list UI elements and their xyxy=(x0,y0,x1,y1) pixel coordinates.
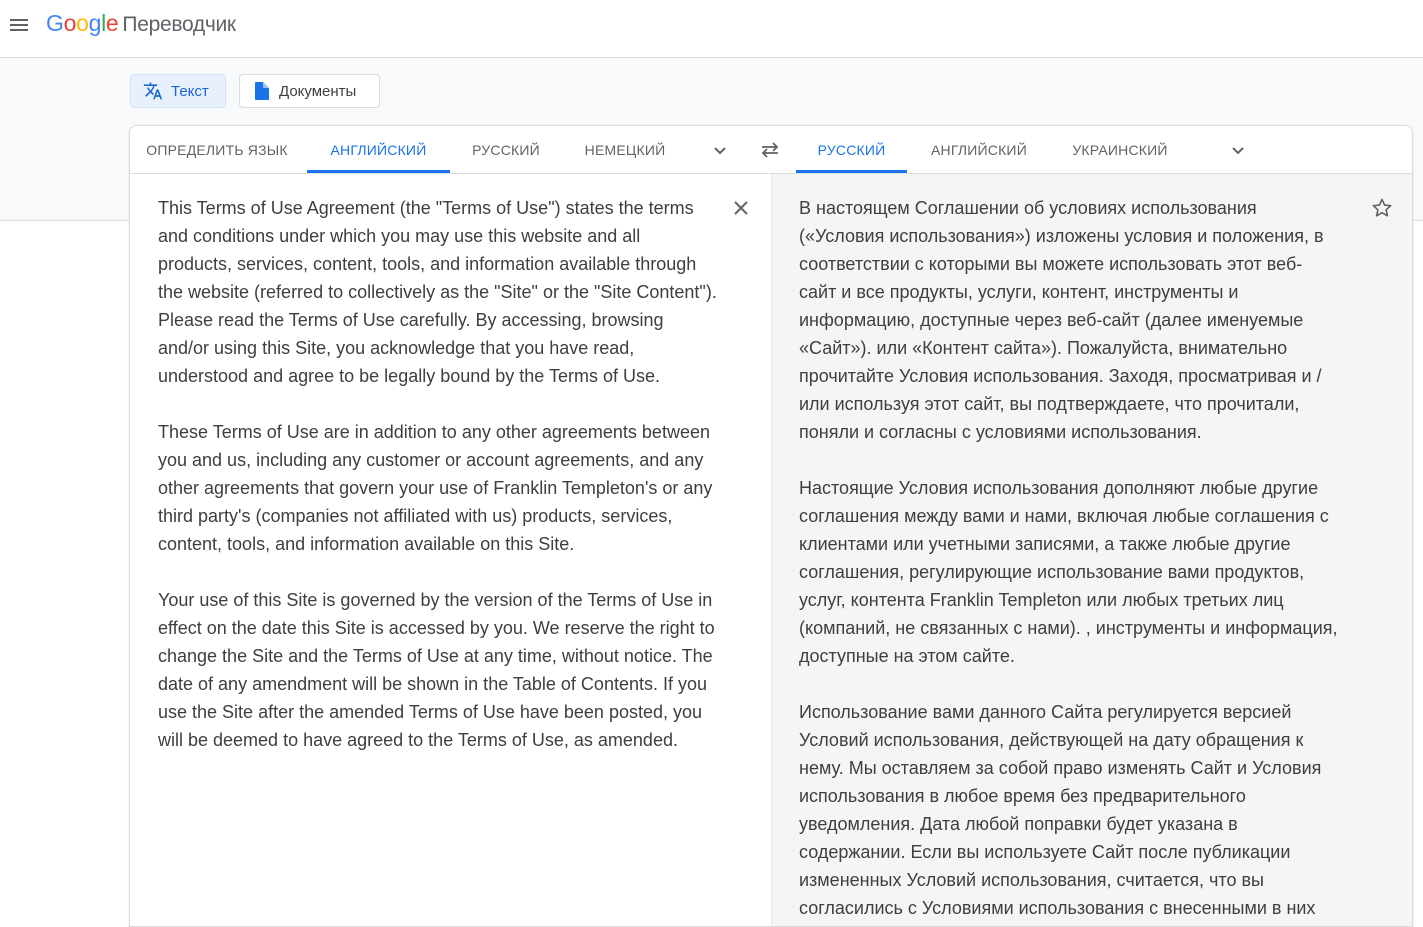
logo-product: Переводчик xyxy=(122,13,236,36)
language-bar xyxy=(130,126,1412,174)
translation-output xyxy=(771,174,1413,927)
star-icon[interactable] xyxy=(1370,196,1394,220)
documents-mode-label: Документы xyxy=(279,82,357,100)
logo-google: Google xyxy=(46,10,119,36)
source-text-area[interactable] xyxy=(130,174,771,927)
translated-text: В настоящем Соглашении об условиях использования («Условия использования») изложены условия и положения, в соответствии с которыми вы можете использовать этот веб- сайт и все продукты, услуги, контент, инструменты и информацию, доступные через веб-сайт (далее именуемые «Сайт»). или «Контент сайта»). Пожалуйста, внимательно прочитайте Условия использования. Заходя, просматривая и / или используя этот сайт, вы подтверждаете, что прочитали, поняли и согласны с условиями использования. Настоящие Условия использования дополняют любые другие соглашения между вами и нами, включая любые соглашения с клиентами или учетными записями, а также любые другие соглашения, регулирующие использование вами продуктов, услуг, контента Franklin Templeton или любых третьих лиц (компаний, не связанных с нами). , инструменты и информация, доступные на этом сайте. Использование вами данного Сайта регулируется версией Условий использования, действующей на дату обращения к нему. Мы оставляем за собой право изменять Сайт и Условия использования в любое время без предварительного уведомления. Дата любой поправки будет указана в содержании. Если вы используете Сайт после публикации измененных Условий использования, считается, что вы согласились с Условиями использования с внесенными в них xyxy=(799,198,1338,918)
tab-source-russian[interactable]: РУССКИЙ xyxy=(472,142,540,158)
chevron-down-icon[interactable] xyxy=(710,140,730,160)
document-icon xyxy=(253,81,271,101)
text-mode-label: Текст xyxy=(171,82,209,100)
tab-target-ukrainian[interactable]: УКРАИНСКИЙ xyxy=(1072,142,1168,158)
translation-panel xyxy=(129,125,1413,927)
tab-detect-language[interactable]: ОПРЕДЕЛИТЬ ЯЗЫК xyxy=(146,142,288,158)
tab-target-russian[interactable]: РУССКИЙ xyxy=(796,126,907,173)
swap-icon[interactable] xyxy=(759,139,781,161)
source-text[interactable]: This Terms of Use Agreement (the "Terms of Use") states the terms and conditions under which you may use this website and all products, services, content, tools, and information available through the website (referred to collectively as the "Site" or the "Site Content"). Please read the Terms of Use carefully. By accessing, browsing and/or using this Site, you acknowledge that you have read, understood and agree to be legally bound by the Terms of Use. These Terms of Use are in addition to any other agreements between you and us, including any customer or account agreements, and any other agreements that govern your use of Franklin Templeton's or any third party's (companies not affiliated with us) products, services, content, tools, and information available on this Site. Your use of this Site is governed by the version of the Terms of Use in effect on the date this Site is accessed by you. We reserve the right to change the Site and the Terms of Use at any time, without notice. The date of any amendment will be shown in the Table of Contents. If you use the Site after the amended Terms of Use have been posted, you will be deemed to have agreed to the Terms of Use, as amended. xyxy=(158,198,717,750)
top-bar xyxy=(0,0,1423,58)
tab-source-german[interactable]: НЕМЕЦКИЙ xyxy=(584,142,666,158)
translate-icon xyxy=(143,81,163,101)
menu-icon[interactable] xyxy=(9,16,29,34)
tab-source-english[interactable]: АНГЛИЙСКИЙ xyxy=(307,126,450,173)
close-icon[interactable] xyxy=(731,198,751,218)
documents-mode-button[interactable] xyxy=(239,74,380,108)
text-mode-button[interactable] xyxy=(130,74,226,108)
chevron-down-icon[interactable] xyxy=(1228,140,1248,160)
tab-target-english[interactable]: АНГЛИЙСКИЙ xyxy=(931,142,1027,158)
logo[interactable] xyxy=(46,10,236,37)
